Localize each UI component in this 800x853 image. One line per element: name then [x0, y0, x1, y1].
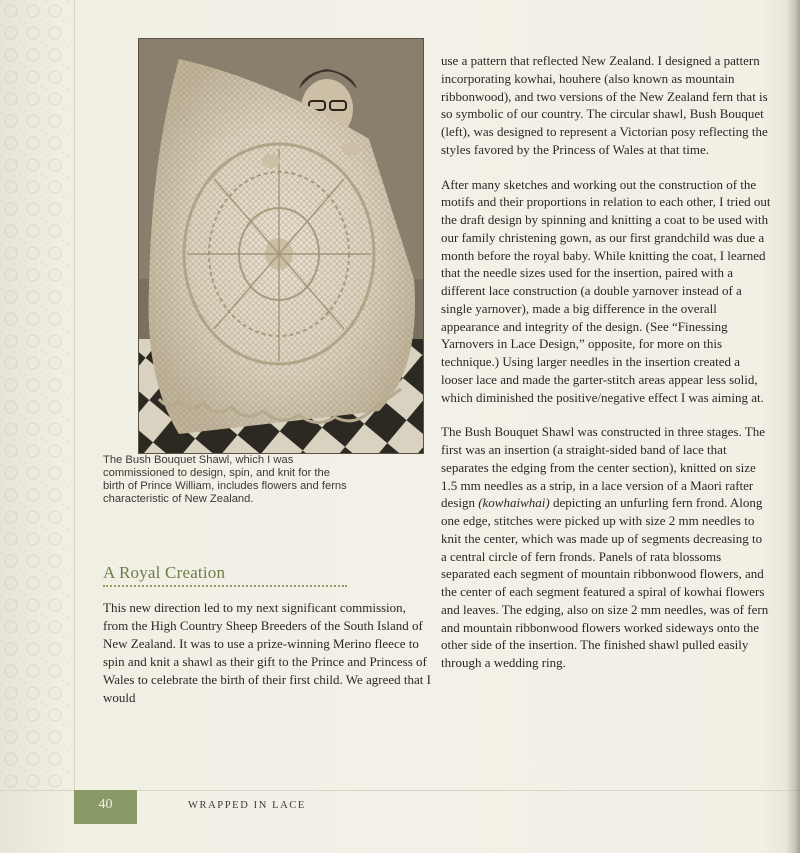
margin-rule	[74, 0, 75, 790]
shawl-photo-illustration	[139, 39, 423, 453]
right-column	[441, 52, 771, 672]
paragraph-construction-part2: depicting an unfurling fern frond. Along one edge, stitches were picked up with size 2 mm needles to knit the center, which was made up of segments decreasing to a central circle of fern fronds. Panels of rata blossoms separated each segment of mountain ribbonwood flowers, and the center of each segment featured a spiral of kowhai flowers and leaves. The edging, also on size 2 mm needles, was of fern and mountain ribbonwood flowers worked sideways onto the other side of the insertion. The finished shawl pulled easily through a wedding ring.	[441, 495, 769, 670]
page-edge-shadow	[786, 0, 800, 853]
paragraph-design: use a pattern that reflected New Zealand. I designed a pattern incorporating kowhai, houhere (also known as mountain ribbonwood), and two versions of the New Zealand fern that is so symbolic of our country. The circular shawl, Bush Bouquet (left), was designed to represent a Victorian posy reflecting the styles favored by the Princess of Wales at that time.	[441, 53, 768, 157]
section-body-text: This new direction led to my next significant commission, from the High Country Sheep Breeders of the South Island of New Zealand. It was to use a prize-winning Merino fleece to spin and knit a shawl as their gift to the Prince and Princess of Wales to celebrate the birth of their first child. We agreed that I would	[103, 600, 431, 705]
paragraph-construction-part1: The Bush Bouquet Shawl was constructed in three stages. The first was an insertion (a straight-sided band of lace that separates the edging from the center section), knitted on size 1.5 mm needles as a strip, in a lace version of a Maori rafter design	[441, 424, 765, 511]
margin-ornament	[0, 0, 70, 790]
photo-caption: The Bush Bouquet Shawl, which I was commissioned to design, spin, and knit for the birth of Prince William, includes flowers and ferns characteristic of New Zealand.	[103, 454, 347, 505]
paragraph-construction	[441, 423, 771, 672]
section-heading: A Royal Creation	[103, 563, 226, 582]
running-head: WRAPPED IN LACE	[188, 800, 306, 811]
section-heading-rule	[103, 585, 347, 587]
shawl-photo	[139, 39, 423, 453]
kowhaiwhai-term: (kowhaiwhai)	[478, 495, 550, 511]
page-number: 40	[98, 797, 113, 812]
paragraph-sketches: After many sketches and working out the construction of the motifs and their proportions in relation to each other, I tried out the draft design by spinning and knitting a coat to be used with our family christening gown, as our first grandchild was due a month before the royal baby. While knitting the coat, I learned that the needle sizes used for the insertion, paired with a different lace construction (a double yarnover instead of a single yarnover), made a big difference in the overall appearance and integrity of the design. (See “Finessing Yarnovers in Lace Design,” opposite, for more on this technique.) Using larger needles in the insertion created a looser lace and made the garter-stitch areas appear less solid, which diminished the positive/negative effect I was aiming at.	[441, 176, 771, 405]
